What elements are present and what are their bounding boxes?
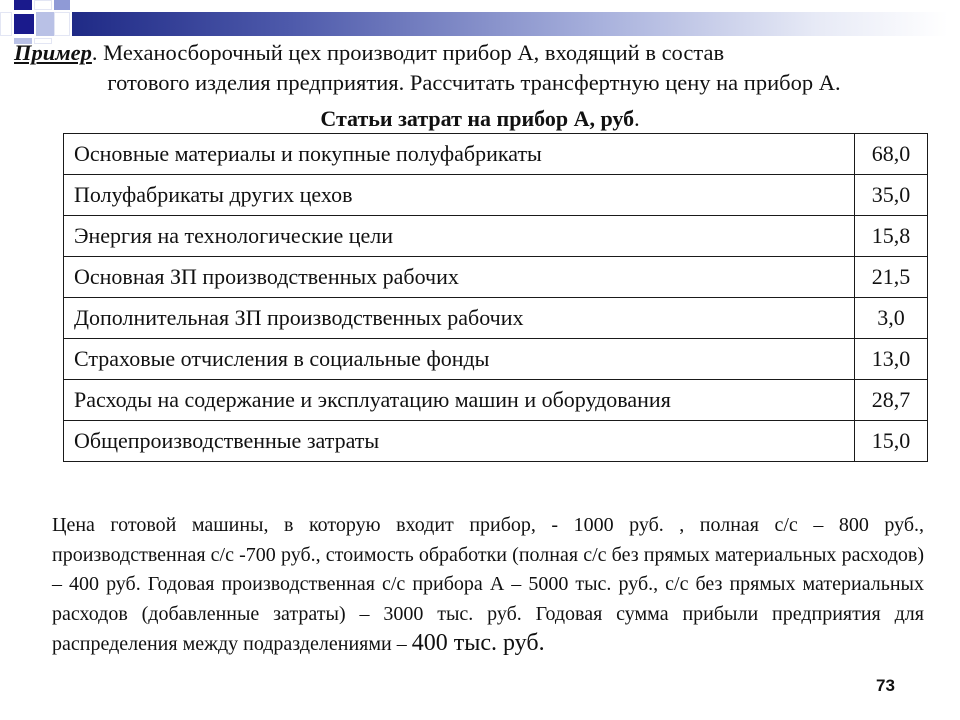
cost-item-value: 15,0 [855, 421, 928, 462]
table-row [64, 380, 928, 421]
cost-item-value: 3,0 [855, 298, 928, 339]
cost-item-name: Энергия на технологические цели [64, 216, 855, 257]
cost-item-value: 21,5 [855, 257, 928, 298]
cost-item-name: Страховые отчисления в социальные фонды [64, 339, 855, 380]
conditions-paragraph [52, 511, 924, 660]
table-row [64, 421, 928, 462]
cost-item-value: 15,8 [855, 216, 928, 257]
intro-line-2: готового изделия предприятия. Рассчитать трансфертную цену на прибор А. [107, 70, 841, 95]
cost-item-name: Дополнительная ЗП производственных рабочих [64, 298, 855, 339]
example-label: Пример [14, 40, 92, 65]
cost-item-name: Общепроизводственные затраты [64, 421, 855, 462]
table-row [64, 298, 928, 339]
example-label-punct: . [91, 40, 98, 65]
cost-item-name: Основные материалы и покупные полуфабрикаты [64, 134, 855, 175]
intro-text [14, 38, 934, 98]
cost-items-table [63, 133, 928, 462]
page-number: 73 [876, 676, 895, 695]
table-row [64, 175, 928, 216]
cost-item-value: 68,0 [855, 134, 928, 175]
cost-item-name: Расходы на содержание и эксплуатацию машин и оборудования [64, 380, 855, 421]
conditions-text: Цена готовой машины, в которую входит прибор, - 1000 руб. , полная с/с – 800 руб., производственная с/с -700 руб., стоимость обработки (полная с/с без прямых материальных расходов) – 400 руб. Годовая производственная с/с прибора А – 5000 тыс. руб., с/с без прямых материальных расходов (добавленные затраты) – 3000 тыс. руб. Годовая сумма прибыли предприятия для распределения между подразделениями – [52, 514, 924, 655]
table-row [64, 216, 928, 257]
header-gradient-bar [72, 12, 948, 36]
profit-amount: 400 тыс. руб. [411, 630, 545, 656]
intro-line-1: Механосборочный цех производит прибор А, входящий в состав [97, 40, 725, 65]
cost-item-name: Полуфабрикаты других цехов [64, 175, 855, 216]
table-caption [0, 105, 960, 133]
cost-item-value: 28,7 [855, 380, 928, 421]
table-row [64, 134, 928, 175]
table-row [64, 339, 928, 380]
table-caption-title: Статьи затрат на прибор А, руб [320, 106, 635, 131]
table-row [64, 257, 928, 298]
cost-item-name: Основная ЗП производственных рабочих [64, 257, 855, 298]
cost-item-value: 35,0 [855, 175, 928, 216]
table-caption-tail: . [634, 106, 640, 131]
cost-item-value: 13,0 [855, 339, 928, 380]
